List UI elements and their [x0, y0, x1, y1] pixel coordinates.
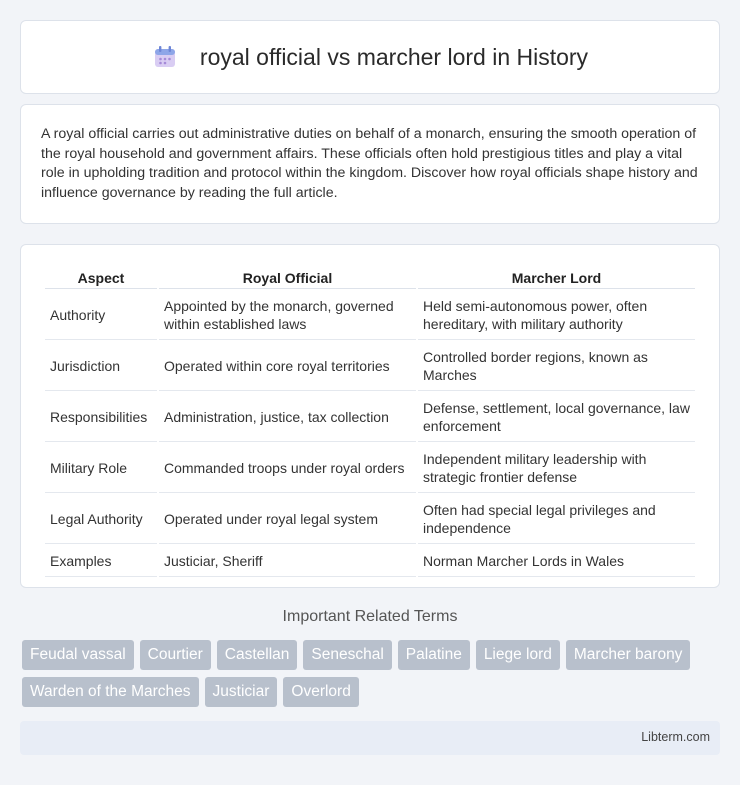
related-term-tag[interactable]: Warden of the Marches — [22, 677, 199, 707]
related-term-tag[interactable]: Seneschal — [303, 640, 391, 670]
related-term-tag[interactable]: Palatine — [398, 640, 470, 670]
table-cell-marcher-lord: Often had special legal privileges and independence — [418, 495, 695, 544]
table-header-row — [45, 267, 695, 289]
table-row — [45, 393, 695, 442]
table-cell-aspect: Military Role — [45, 444, 157, 493]
footer-site-link[interactable]: Libterm.com — [641, 730, 710, 744]
comparison-table — [43, 265, 697, 579]
related-term-tag[interactable]: Liege lord — [476, 640, 560, 670]
related-terms-title: Important Related Terms — [282, 608, 458, 625]
related-term-tag[interactable]: Castellan — [217, 640, 298, 670]
table-cell-royal-official: Appointed by the monarch, governed within established laws — [159, 291, 416, 340]
calendar-icon — [152, 44, 178, 70]
related-term-tag[interactable]: Courtier — [140, 640, 211, 670]
table-row — [45, 495, 695, 544]
page-title: royal official vs marcher lord in History — [199, 43, 589, 70]
table-row — [45, 291, 695, 340]
table-cell-royal-official: Justiciar, Sheriff — [159, 546, 416, 577]
table-cell-royal-official: Operated within core royal territories — [159, 342, 416, 391]
related-term-tag[interactable]: Overlord — [283, 677, 358, 707]
table-row — [45, 444, 695, 493]
related-term-tag[interactable]: Feudal vassal — [22, 640, 134, 670]
title-card — [20, 20, 720, 94]
intro-text: A royal official carries out administrative duties on behalf of a monarch, ensuring the smooth operation of the royal household and government affairs. These officials often hold prestigious titles and play a vital role in upholding tradition and protocol within the kingdom. Discover how royal officials shape history and influence governance by reading the full article. — [41, 126, 698, 201]
table-cell-royal-official: Commanded troops under royal orders — [159, 444, 416, 493]
table-cell-marcher-lord: Held semi-autonomous power, often hereditary, with military authority — [418, 291, 695, 340]
column-header-marcher-lord: Marcher Lord — [418, 267, 695, 289]
comparison-table-card — [20, 244, 720, 588]
table-cell-marcher-lord: Controlled border regions, known as Marches — [418, 342, 695, 391]
table-row — [45, 342, 695, 391]
table-cell-royal-official: Administration, justice, tax collection — [159, 393, 416, 442]
table-cell-marcher-lord: Defense, settlement, local governance, law enforcement — [418, 393, 695, 442]
related-term-tag[interactable]: Justiciar — [205, 677, 278, 707]
table-cell-marcher-lord: Norman Marcher Lords in Wales — [418, 546, 695, 577]
table-cell-marcher-lord: Independent military leadership with strategic frontier defense — [418, 444, 695, 493]
table-cell-aspect: Examples — [45, 546, 157, 577]
related-terms-list — [22, 640, 722, 707]
intro-card — [20, 104, 720, 224]
table-row — [45, 546, 695, 577]
table-cell-aspect: Authority — [45, 291, 157, 340]
related-term-tag[interactable]: Marcher barony — [566, 640, 691, 670]
table-cell-aspect: Responsibilities — [45, 393, 157, 442]
table-cell-aspect: Jurisdiction — [45, 342, 157, 391]
table-cell-aspect: Legal Authority — [45, 495, 157, 544]
column-header-aspect: Aspect — [45, 267, 157, 289]
table-cell-royal-official: Operated under royal legal system — [159, 495, 416, 544]
column-header-royal-official: Royal Official — [159, 267, 416, 289]
footer — [20, 721, 720, 755]
